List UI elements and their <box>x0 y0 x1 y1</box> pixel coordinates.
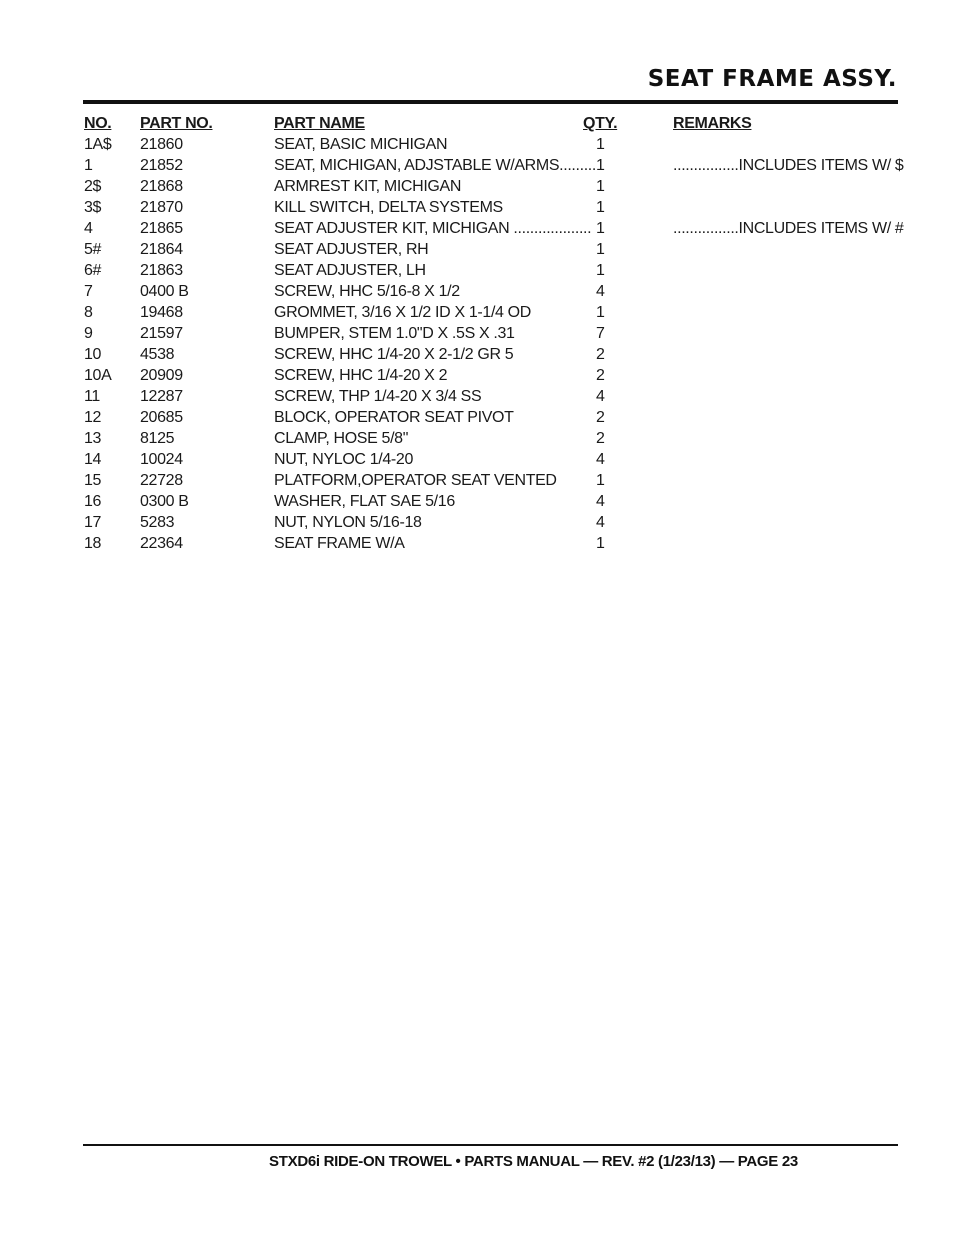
cell-part-no: 19468 <box>140 304 183 321</box>
cell-no: 11 <box>84 388 100 405</box>
cell-qty: 1 <box>596 304 605 321</box>
cell-part-no: 12287 <box>140 388 183 405</box>
cell-remarks: ................INCLUDES ITEMS W/ $ <box>673 157 904 174</box>
cell-part-no: 0400 B <box>140 283 189 300</box>
cell-part-no: 22364 <box>140 535 183 552</box>
cell-no: 9 <box>84 325 93 342</box>
cell-part-name: SCREW, HHC 1/4-20 X 2-1/2 GR 5 <box>274 346 514 363</box>
cell-part-no: 21863 <box>140 262 183 279</box>
page-footer: STXD6i RIDE-ON TROWEL • PARTS MANUAL — REV. #2 (1/23/13) — PAGE 23 <box>269 1153 798 1170</box>
cell-part-name: SEAT ADJUSTER, RH <box>274 241 429 258</box>
cell-no: 7 <box>84 283 93 300</box>
cell-qty: 2 <box>596 430 605 447</box>
cell-qty: 4 <box>596 493 605 510</box>
cell-part-name: CLAMP, HOSE 5/8" <box>274 430 409 447</box>
cell-qty: 1 <box>596 472 605 489</box>
cell-part-name: KILL SWITCH, DELTA SYSTEMS <box>274 199 503 216</box>
cell-qty: 2 <box>596 367 605 384</box>
cell-qty: 1 <box>596 136 605 153</box>
table-row <box>84 365 896 386</box>
cell-part-name: NUT, NYLON 5/16-18 <box>274 514 422 531</box>
table-header-row <box>84 113 896 134</box>
header-part-name: PART NAME <box>274 115 365 132</box>
cell-no: 1A$ <box>84 136 112 153</box>
cell-part-name: SCREW, THP 1/4-20 X 3/4 SS <box>274 388 482 405</box>
table-row <box>84 155 904 176</box>
cell-no: 5# <box>84 241 102 258</box>
cell-qty: 4 <box>596 283 605 300</box>
cell-no: 1 <box>84 157 93 174</box>
cell-part-no: 4538 <box>140 346 175 363</box>
cell-qty: 2 <box>596 346 605 363</box>
cell-part-no: 5283 <box>140 514 175 531</box>
cell-no: 2$ <box>84 178 102 195</box>
cell-part-name: WASHER, FLAT SAE 5/16 <box>274 493 455 510</box>
cell-part-no: 21852 <box>140 157 183 174</box>
table-row <box>84 491 896 512</box>
cell-no: 14 <box>84 451 102 468</box>
cell-part-no: 21864 <box>140 241 183 258</box>
cell-no: 18 <box>84 535 102 552</box>
cell-qty: 2 <box>596 409 605 426</box>
table-row <box>84 218 904 239</box>
header-no: NO. <box>84 115 112 132</box>
cell-qty: 4 <box>596 451 605 468</box>
cell-part-no: 21865 <box>140 220 183 237</box>
cell-no: 10A <box>84 367 112 384</box>
table-body <box>84 134 904 554</box>
table-row <box>84 449 896 470</box>
table-row <box>84 386 896 407</box>
cell-part-name: SEAT FRAME W/A <box>274 535 405 552</box>
cell-qty: 4 <box>596 388 605 405</box>
table-row <box>84 470 896 491</box>
cell-part-name: SCREW, HHC 5/16-8 X 1/2 <box>274 283 460 300</box>
cell-qty: 1 <box>596 241 605 258</box>
table-row <box>84 344 896 365</box>
table-row <box>84 134 896 155</box>
cell-qty: 1 <box>596 157 605 174</box>
cell-part-no: 21597 <box>140 325 183 342</box>
cell-no: 17 <box>84 514 102 531</box>
cell-remarks: ................INCLUDES ITEMS W/ # <box>673 220 904 237</box>
cell-part-name: SEAT, BASIC MICHIGAN <box>274 136 448 153</box>
cell-no: 13 <box>84 430 102 447</box>
footer-divider <box>83 1144 898 1146</box>
cell-part-name: SEAT ADJUSTER KIT, MICHIGAN ................... <box>274 220 592 237</box>
cell-part-name: SCREW, HHC 1/4-20 X 2 <box>274 367 448 384</box>
table-row <box>84 260 896 281</box>
table-row <box>84 512 896 533</box>
cell-qty: 1 <box>596 220 605 237</box>
cell-no: 12 <box>84 409 102 426</box>
cell-part-name: BUMPER, STEM 1.0"D X .5S X .31 <box>274 325 515 342</box>
cell-part-name: PLATFORM,OPERATOR SEAT VENTED <box>274 472 557 489</box>
table-row <box>84 428 896 449</box>
page-title: SEAT FRAME ASSY. <box>647 66 897 92</box>
table-row <box>84 302 896 323</box>
table-row <box>84 323 896 344</box>
cell-part-name: NUT, NYLOC 1/4-20 <box>274 451 413 468</box>
cell-qty: 4 <box>596 514 605 531</box>
header-part-no: PART NO. <box>140 115 213 132</box>
cell-part-no: 21870 <box>140 199 183 216</box>
table-row <box>84 533 896 554</box>
header-qty: QTY. <box>583 115 618 132</box>
cell-part-no: 20909 <box>140 367 183 384</box>
cell-qty: 1 <box>596 535 605 552</box>
table-row <box>84 176 896 197</box>
title-divider <box>83 100 898 104</box>
table-row <box>84 239 896 260</box>
table-row <box>84 281 896 302</box>
cell-part-name: ARMREST KIT, MICHIGAN <box>274 178 462 195</box>
cell-part-name: GROMMET, 3/16 X 1/2 ID X 1-1/4 OD <box>274 304 531 321</box>
cell-part-no: 8125 <box>140 430 175 447</box>
header-remarks: REMARKS <box>673 115 752 132</box>
cell-no: 15 <box>84 472 102 489</box>
cell-qty: 1 <box>596 199 605 216</box>
cell-part-name: SEAT ADJUSTER, LH <box>274 262 426 279</box>
table-row <box>84 407 896 428</box>
cell-no: 3$ <box>84 199 102 216</box>
cell-part-no: 21860 <box>140 136 183 153</box>
cell-no: 8 <box>84 304 93 321</box>
cell-no: 10 <box>84 346 102 363</box>
parts-table <box>84 113 904 554</box>
cell-qty: 1 <box>596 262 605 279</box>
cell-no: 16 <box>84 493 102 510</box>
cell-part-no: 10024 <box>140 451 183 468</box>
cell-qty: 1 <box>596 178 605 195</box>
cell-qty: 7 <box>596 325 605 342</box>
cell-part-no: 20685 <box>140 409 183 426</box>
cell-part-name: SEAT, MICHIGAN, ADJSTABLE W/ARMS......... <box>274 157 597 174</box>
cell-part-no: 21868 <box>140 178 183 195</box>
cell-part-name: BLOCK, OPERATOR SEAT PIVOT <box>274 409 514 426</box>
cell-part-no: 0300 B <box>140 493 189 510</box>
cell-no: 6# <box>84 262 102 279</box>
table-row <box>84 197 896 218</box>
cell-part-no: 22728 <box>140 472 183 489</box>
cell-no: 4 <box>84 220 93 237</box>
